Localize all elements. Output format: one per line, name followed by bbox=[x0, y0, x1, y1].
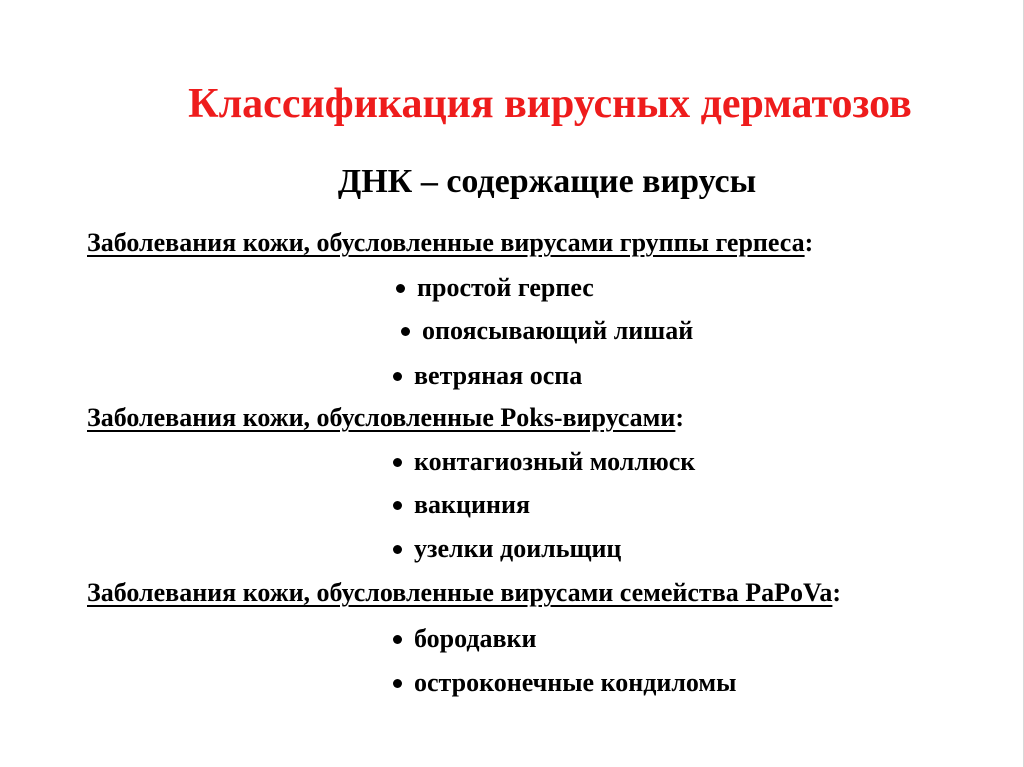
bullet-dot-icon bbox=[396, 284, 405, 293]
list-item bbox=[393, 624, 537, 654]
group-heading-colon: : bbox=[832, 578, 842, 607]
group-heading-poks bbox=[87, 403, 684, 433]
list-item bbox=[393, 447, 695, 477]
list-item bbox=[393, 361, 582, 391]
group-heading-colon: : bbox=[804, 228, 814, 257]
bullet-dot-icon bbox=[393, 372, 402, 381]
list-item-label: узелки доильщиц bbox=[414, 534, 622, 563]
list-item bbox=[393, 668, 736, 698]
list-item-label: контагиозный моллюск bbox=[414, 447, 696, 476]
list-item bbox=[393, 534, 621, 564]
slide-title: Классификация вирусных дерматозов bbox=[188, 81, 912, 127]
list-item-label: вакциния bbox=[414, 490, 531, 519]
list-item bbox=[393, 490, 530, 520]
bullet-dot-icon bbox=[393, 679, 402, 688]
group-heading-herpes bbox=[87, 228, 813, 258]
list-item bbox=[396, 273, 594, 303]
list-item-label: остроконечные кондиломы bbox=[414, 668, 737, 697]
list-item-label: опоясывающий лишай bbox=[422, 316, 694, 345]
bullet-dot-icon bbox=[393, 545, 402, 554]
slide-subtitle: ДНК – содержащие вирусы bbox=[337, 163, 757, 200]
bullet-dot-icon bbox=[393, 635, 402, 644]
list-item-label: бородавки bbox=[414, 624, 537, 653]
list-item-label: простой герпес bbox=[417, 273, 594, 302]
group-heading-text: Заболевания кожи, обусловленные Poks-вирусами bbox=[87, 403, 676, 432]
bullet-dot-icon bbox=[393, 458, 402, 467]
group-heading-text: Заболевания кожи, обусловленные вирусами группы герпеса bbox=[87, 228, 805, 257]
bullet-dot-icon bbox=[401, 327, 410, 336]
group-heading-colon: : bbox=[675, 403, 685, 432]
bullet-dot-icon bbox=[393, 501, 402, 510]
group-heading-text: Заболевания кожи, обусловленные вирусами семейства PaPoVa bbox=[87, 578, 833, 607]
group-heading-papova bbox=[87, 578, 841, 608]
list-item-label: ветряная оспа bbox=[414, 361, 583, 390]
list-item bbox=[401, 316, 693, 346]
